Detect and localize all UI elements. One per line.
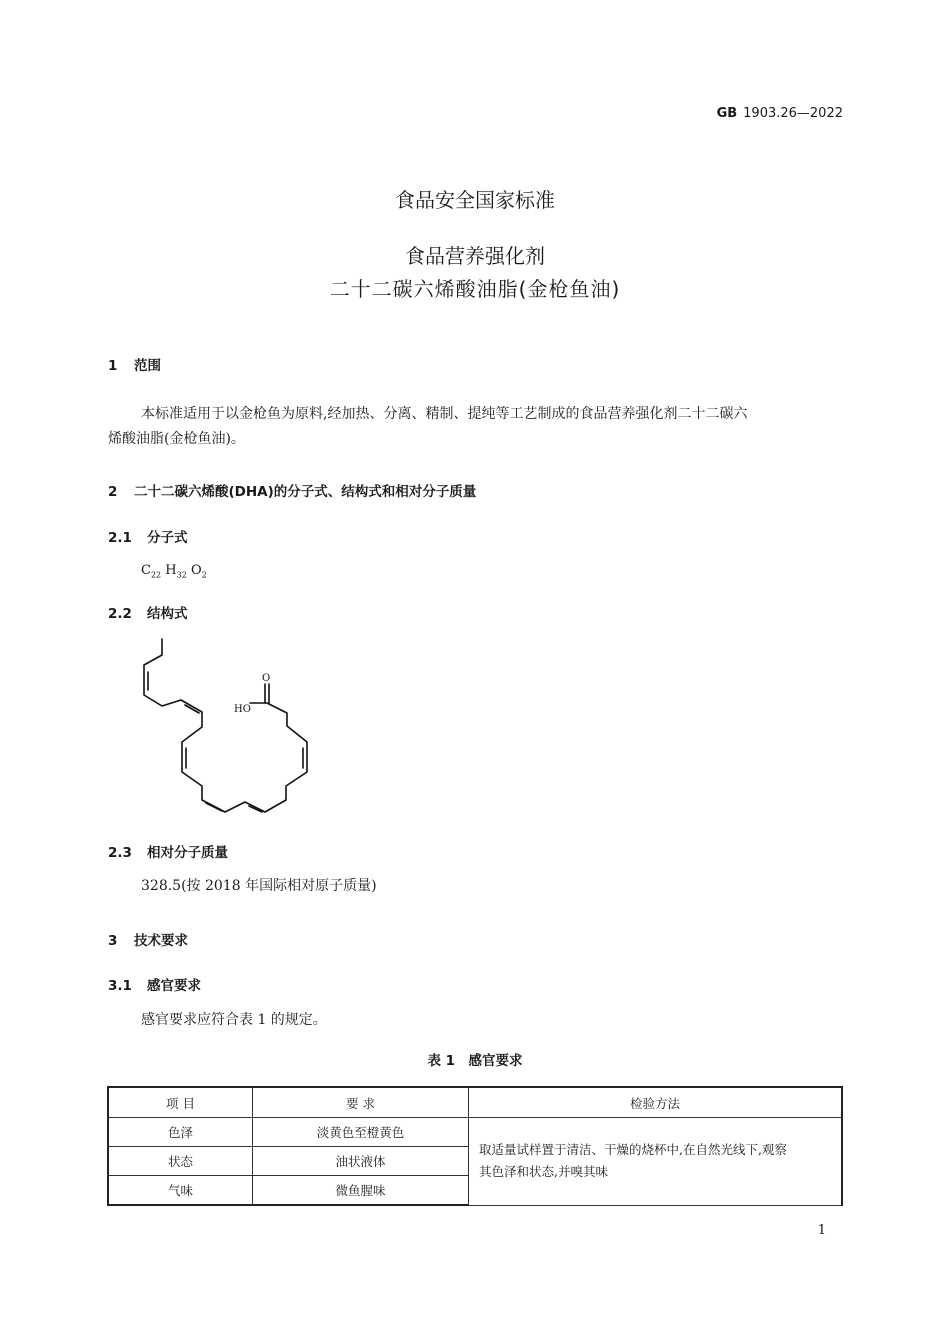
- section-1-body-cont: [108, 427, 245, 452]
- section-3-1-body: 感官要求应符合表 1 的规定。: [141, 1012, 327, 1028]
- molecular-formula: [141, 563, 207, 580]
- section-2-3-heading: [108, 841, 228, 861]
- table-header-row: [108, 1087, 842, 1118]
- section-title: 范围: [134, 358, 161, 374]
- cell-requirement: 油状液体: [253, 1147, 469, 1176]
- standard-prefix: GB: [716, 106, 738, 121]
- section-2-1-heading: [108, 526, 188, 546]
- section-title: 感官要求: [147, 978, 201, 994]
- formula-c: C: [141, 563, 151, 578]
- table-row: [108, 1118, 842, 1147]
- paragraph-line: 本标准适用于以金枪鱼为原料,经加热、分离、精制、提纯等工艺制成的食品营养强化剂二十二碳六: [141, 406, 748, 422]
- cell-item: 气味: [108, 1176, 253, 1206]
- section-number: 2: [108, 484, 118, 500]
- column-header-method: 检验方法: [469, 1087, 843, 1118]
- formula-h-count: 32: [176, 570, 187, 580]
- section-number: 1: [108, 358, 118, 374]
- carbon-chain: [144, 639, 307, 812]
- label-hydroxyl: HO: [234, 704, 251, 715]
- document-title-product: 二十二碳六烯酸油脂(金枪鱼油): [329, 277, 621, 301]
- section-title: 技术要求: [134, 933, 188, 949]
- section-2-heading: [108, 480, 476, 500]
- section-1-heading: [108, 354, 161, 374]
- table-caption: 表 1 感官要求: [427, 1053, 523, 1069]
- section-title: 结构式: [147, 606, 188, 622]
- cell-item: 色泽: [108, 1118, 253, 1147]
- section-title: 相对分子质量: [147, 845, 228, 861]
- double-bond-4: [206, 803, 222, 811]
- cell-method: [469, 1118, 843, 1206]
- section-title: 分子式: [147, 530, 188, 546]
- formula-h: H: [165, 563, 177, 578]
- dha-structural-formula: [130, 630, 320, 825]
- method-line: 其色泽和状态,并嗅其味: [479, 1164, 608, 1180]
- section-1-body: [141, 402, 846, 427]
- page-number: 1: [817, 1223, 826, 1238]
- molecular-mass: 328.5(按 2018 年国际相对原子质量): [141, 878, 377, 894]
- document-title-main: 食品安全国家标准: [395, 188, 555, 212]
- cell-requirement: 微鱼腥味: [253, 1176, 469, 1206]
- section-2-2-heading: [108, 602, 188, 622]
- section-number: 3.1: [108, 978, 132, 994]
- formula-o-count: 2: [201, 570, 207, 580]
- sensory-requirements-table: [107, 1086, 843, 1206]
- section-3-heading: [108, 929, 188, 949]
- column-header-item: 项 目: [108, 1087, 253, 1118]
- section-title: 二十二碳六烯酸(DHA)的分子式、结构式和相对分子质量: [134, 484, 477, 500]
- cell-requirement: 淡黄色至橙黄色: [253, 1118, 469, 1147]
- standard-code: [717, 106, 843, 121]
- section-3-1-heading: [108, 974, 201, 994]
- standard-number: 1903.26—2022: [743, 106, 843, 121]
- cell-item: 状态: [108, 1147, 253, 1176]
- section-number: 2.3: [108, 845, 132, 861]
- section-number: 2.2: [108, 606, 132, 622]
- formula-o: O: [190, 563, 202, 578]
- section-number: 3: [108, 933, 118, 949]
- column-header-requirement: 要 求: [253, 1087, 469, 1118]
- method-line: 取适量试样置于清洁、干燥的烧杯中,在自然光线下,观察: [479, 1142, 787, 1158]
- document-title-sub: 食品营养强化剂: [405, 244, 545, 268]
- section-number: 2.1: [108, 530, 132, 546]
- label-oxygen: O: [262, 673, 271, 684]
- paragraph-line: 烯酸油脂(金枪鱼油)。: [108, 431, 245, 447]
- formula-c-count: 22: [150, 570, 162, 580]
